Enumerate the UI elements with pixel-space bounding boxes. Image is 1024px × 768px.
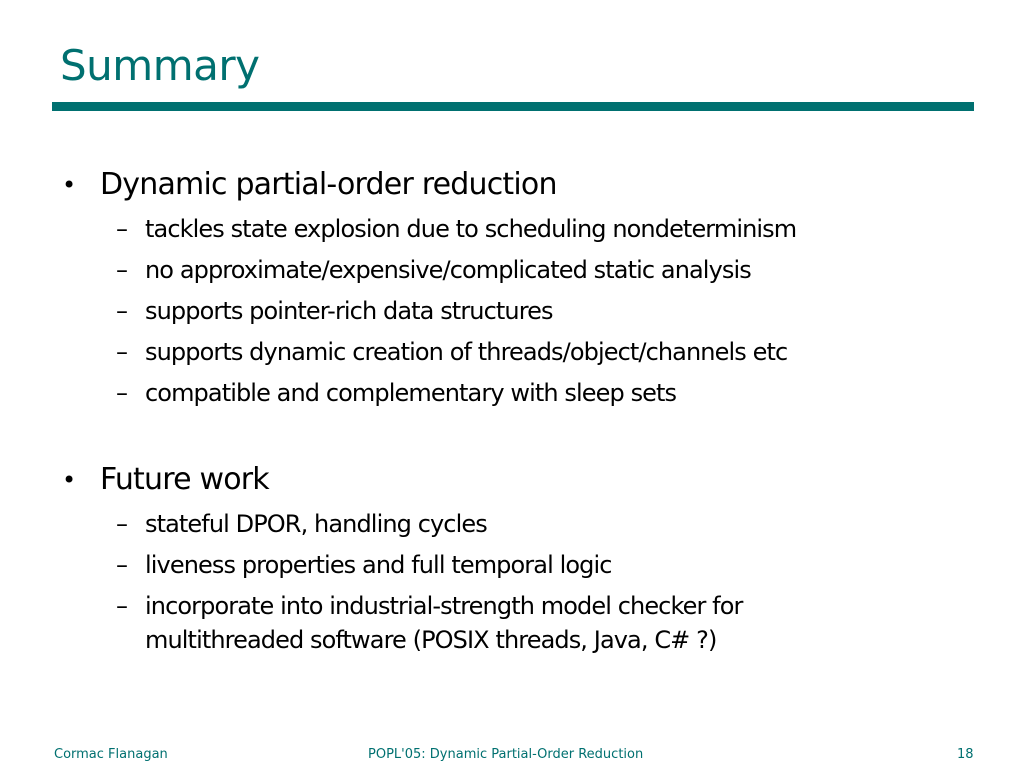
footer-event: POPL'05: Dynamic Partial-Order Reduction (368, 747, 644, 762)
dash-marker: – (116, 297, 128, 325)
footer-page-number: 18 (957, 747, 974, 762)
dash-marker: – (116, 379, 128, 407)
sub-item-text: liveness properties and full temporal logic (145, 551, 612, 579)
bullet-marker: • (62, 171, 76, 199)
dash-marker: – (116, 510, 128, 538)
dash-marker: – (116, 551, 128, 579)
dash-marker: – (116, 215, 128, 243)
sub-item-text: compatible and complementary with sleep sets (145, 379, 677, 407)
bullet-marker: • (62, 466, 76, 494)
sub-item-text: supports dynamic creation of threads/object/channels etc (145, 338, 788, 366)
sub-item-text: incorporate into industrial-strength model checker for (145, 592, 743, 620)
sub-item-text-continued: multithreaded software (POSIX threads, Java, C# ?) (145, 626, 717, 654)
dash-marker: – (116, 338, 128, 366)
dash-marker: – (116, 592, 128, 620)
sub-item-text: stateful DPOR, handling cycles (145, 510, 487, 538)
bullet-text: Dynamic partial-order reduction (100, 167, 557, 202)
slide-title: Summary (60, 41, 260, 90)
sub-item-text: no approximate/expensive/complicated static analysis (145, 256, 751, 284)
dash-marker: – (116, 256, 128, 284)
footer-author: Cormac Flanagan (54, 747, 168, 762)
sub-item-text: tackles state explosion due to scheduling nondeterminism (145, 215, 797, 243)
sub-item-text: supports pointer-rich data structures (145, 297, 553, 325)
bullet-text: Future work (100, 462, 269, 497)
